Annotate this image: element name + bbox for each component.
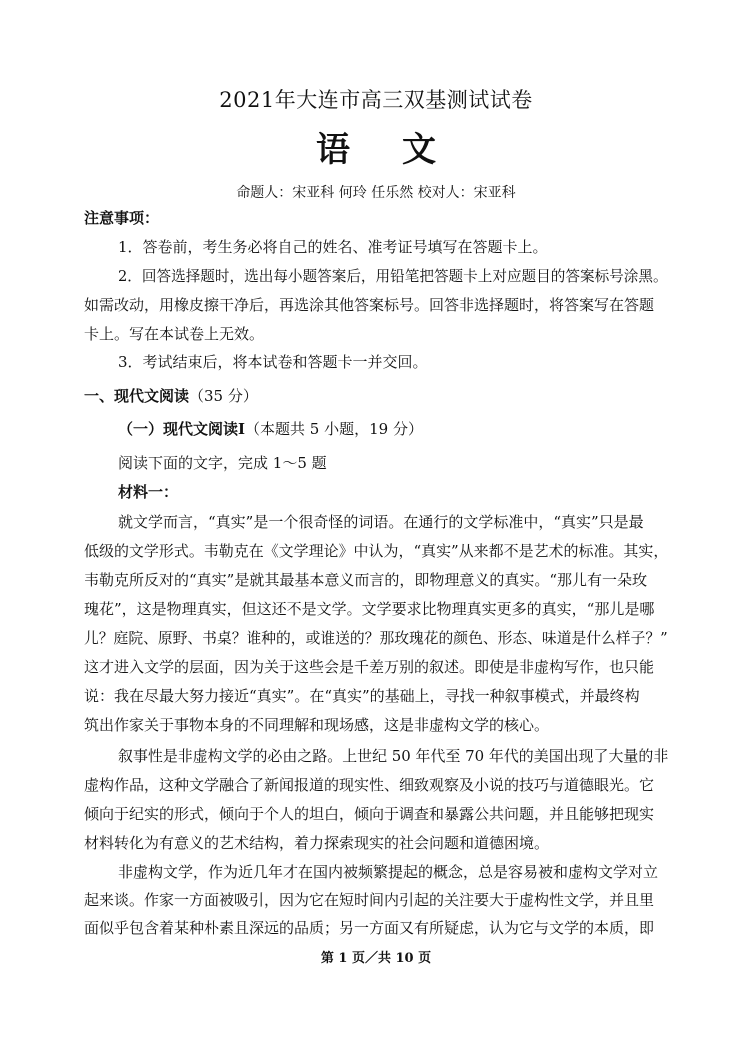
notice-line: 如需改动，用橡皮擦干净后，再选涂其他答案标号。回答非选择题时，将答案写在答题 [84, 296, 655, 314]
material-label: 材料一： [118, 483, 179, 501]
passage-line: 说：我在尽最大努力接近“真实”。在“真实”的基础上，寻找一种叙事模式，并最终构 [84, 687, 640, 705]
passage-line: 这才进入文学的层面，因为关于这些会是千差万别的叙述。即使是非虚构写作，也只能 [84, 658, 655, 676]
passage-line: 虚构作品，这种文学融合了新闻报道的现实性、细致观察及小说的技巧与道德眼光。它 [84, 776, 655, 794]
page-footer: 第 1 页／共 10 页 [320, 951, 432, 966]
section-title: 一、现代文阅读 [84, 387, 190, 405]
passage-line: 筑出作家关于事物本身的不同理解和现场感，这是非虚构文学的核心。 [84, 716, 550, 734]
passage-line: 就文学而言，“真实”是一个很奇怪的词语。在通行的文学标准中，“真实”只是最 [118, 513, 644, 531]
notice-line: 3．考试结束后，将本试卷和答题卡一并交回。 [118, 353, 428, 371]
notice-heading: 注意事项： [84, 209, 160, 227]
notice-line: 卡上。写在本试卷上无效。 [84, 325, 265, 343]
passage-line: 瑰花”，这是物理真实，但这还不是文学。文学要求比物理真实更多的真实，“那儿是哪 [84, 600, 655, 618]
section-score: （35 分） [189, 387, 258, 405]
subsection-info: （本题共 5 小题，19 分） [245, 420, 423, 438]
passage-line: 面似乎包含着某种朴素且深远的品质；另一方面又有所疑虑，认为它与文学的本质，即 [84, 919, 655, 937]
passage-line: 儿？庭院、原野、书桌？谁种的，或谁送的？那玫瑰花的颜色、形态、味道是什么样子？” [84, 629, 668, 647]
passage-line: 叙事性是非虚构文学的必由之路。上世纪 50 年代至 70 年代的美国出现了大量的非 [118, 747, 669, 765]
reading-instruction: 阅读下面的文字，完成 1～5 题 [118, 454, 327, 472]
passage-line: 起来谈。作家一方面被吸引，因为它在短时间内引起的关注要大于虚构性文学，并且里 [84, 891, 655, 909]
subsection-title: （一）现代文阅读Ⅰ [118, 420, 246, 438]
passage-line: 倾向于纪实的形式，倾向于个人的坦白，倾向于调查和暴露公共问题，并且能够把现实 [84, 805, 655, 823]
notice-line: 1．答卷前，考生务必将自己的姓名、准考证号填写在答题卡上。 [118, 238, 548, 256]
passage-line: 材料转化为有意义的艺术结构，着力探索现实的社会问题和道德困境。 [84, 834, 550, 852]
passage-line: 低级的文学形式。韦勒克在《文学理论》中认为，“真实”从来都不是艺术的标准。其实， [84, 542, 669, 560]
notice-line: 2．回答选择题时，选出每小题答案后，用铅笔把答题卡上对应题目的答案标号涂黑。 [118, 267, 668, 285]
subsection-heading [118, 418, 423, 439]
passage-line: 韦勒克所反对的“真实”是就其最基本意义而言的，即物理意义的真实。“那儿有一朵玫 [84, 571, 648, 589]
section-heading [84, 385, 258, 406]
passage-line: 非虚构文学，作为近几年才在国内被频繁提起的概念，总是容易被和虚构文学对立 [118, 863, 659, 881]
exam-title: 2021年大连市高三双基测试试卷 [219, 88, 533, 112]
authors-line: 命题人：宋亚科 何玲 任乐然 校对人：宋亚科 [236, 185, 516, 201]
subject-title: 语文 [316, 130, 488, 170]
